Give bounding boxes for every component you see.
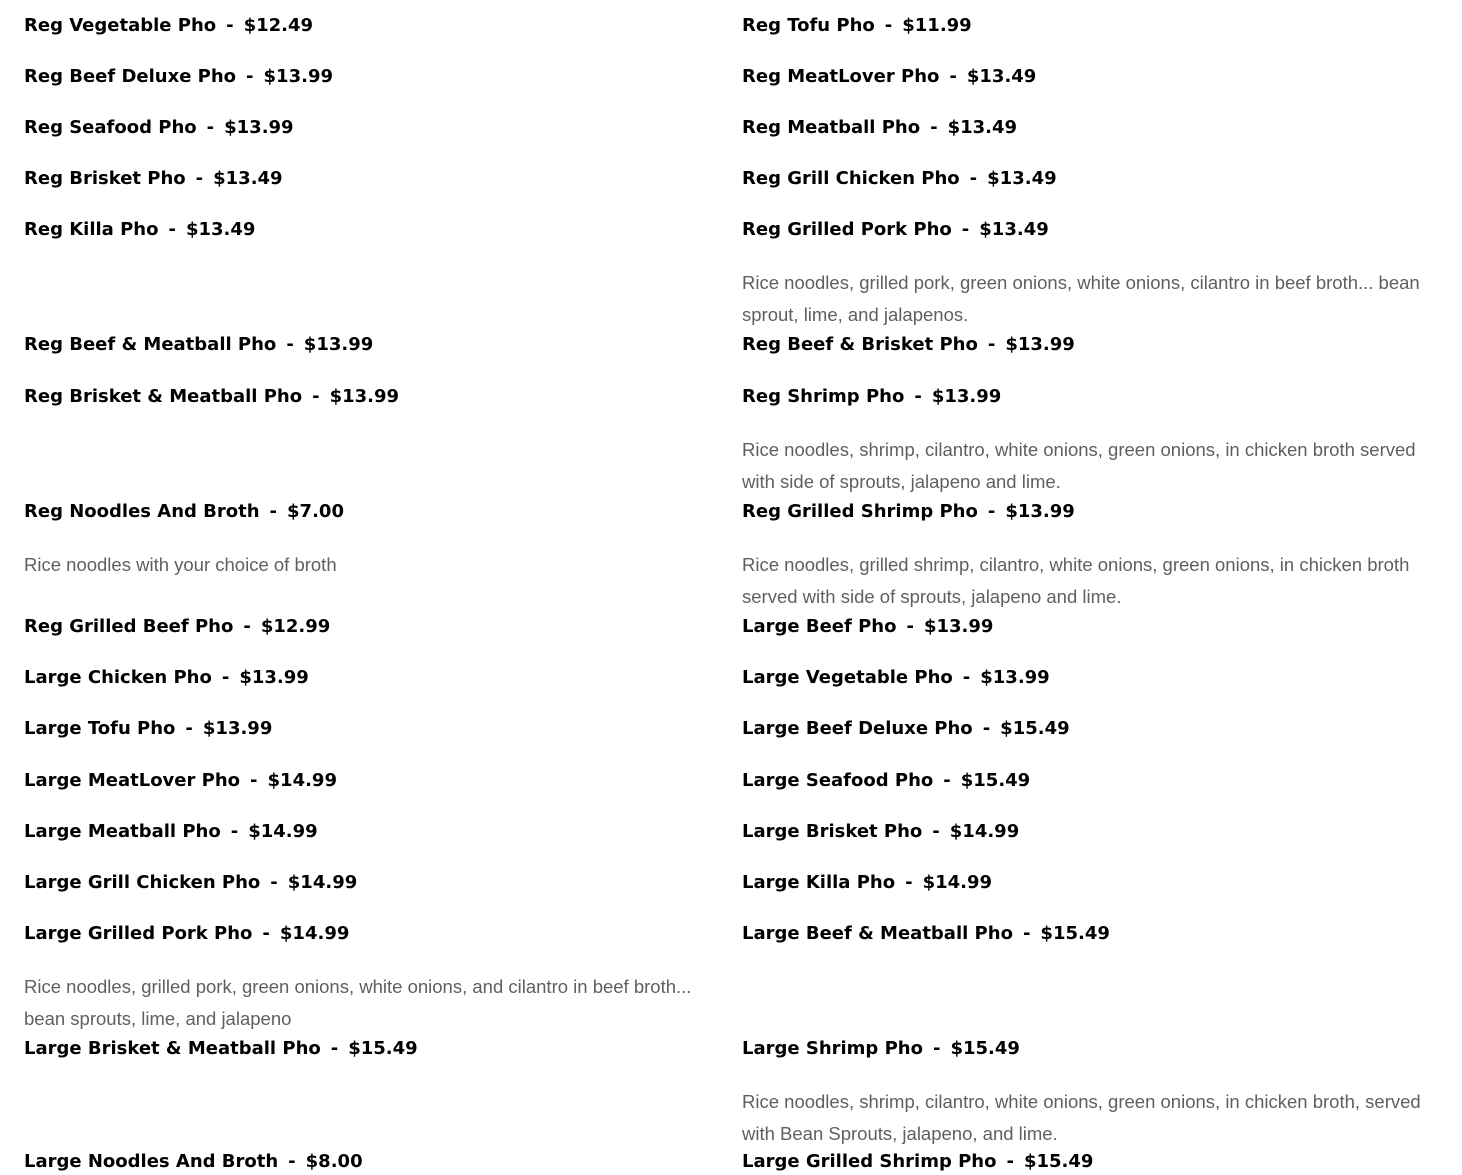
- menu-item-large-grilled-shrimp-pho[interactable]: [742, 1149, 1432, 1175]
- item-description: Rice noodles, grilled shrimp, cilantro, white onions, green onions, in chicken broth served with side of sprouts, jalapeno and lime.: [742, 554, 1410, 607]
- item-name: Large Tofu Pho: [24, 718, 176, 739]
- menu-item-reg-tofu-pho[interactable]: [742, 13, 1432, 39]
- item-price: $14.99: [248, 821, 318, 842]
- item-separator: -: [312, 386, 320, 407]
- menu-item-header: [742, 665, 1432, 691]
- menu-item-large-chicken-pho[interactable]: [24, 665, 714, 691]
- item-name: Reg Grilled Pork Pho: [742, 219, 952, 240]
- item-price: $15.49: [950, 1038, 1020, 1059]
- item-price: $11.99: [902, 15, 972, 36]
- item-separator: -: [269, 501, 278, 522]
- menu-item-reg-grilled-shrimp-pho[interactable]: [742, 499, 1432, 613]
- item-price: $13.49: [966, 66, 1037, 87]
- menu-item-header: [24, 614, 714, 640]
- item-name: Reg MeatLover Pho: [742, 66, 940, 87]
- item-name: Large Killa Pho: [742, 872, 896, 893]
- menu-item-header: [742, 13, 1432, 39]
- item-name: Reg Meatball Pho: [742, 117, 921, 138]
- item-description: Rice noodles, grilled pork, green onions, white onions, and cilantro in beef broth... bean sprouts, lime, and jalapeno: [24, 976, 692, 1029]
- menu-item-large-brisket-and-meatball-pho[interactable]: [24, 1036, 714, 1062]
- menu-item-header: [24, 1036, 714, 1062]
- item-price: $13.99: [303, 334, 374, 355]
- item-name: Large Chicken Pho: [24, 667, 212, 688]
- item-price: $15.49: [348, 1038, 418, 1059]
- item-name: Large Grilled Shrimp Pho: [742, 1151, 997, 1172]
- menu-item-large-beef-deluxe-pho[interactable]: [742, 716, 1432, 742]
- item-price: $15.49: [1000, 718, 1070, 739]
- item-separator: -: [226, 15, 234, 36]
- item-name: Reg Beef & Meatball Pho: [24, 334, 277, 355]
- menu-item-reg-beef-deluxe-pho[interactable]: [24, 64, 714, 90]
- item-name: Large Meatball Pho: [24, 821, 221, 842]
- menu-item-header: [24, 115, 714, 141]
- menu-item-reg-brisket-pho[interactable]: [24, 166, 714, 192]
- item-name: Reg Brisket & Meatball Pho: [24, 386, 303, 407]
- item-name: Reg Noodles And Broth: [24, 501, 260, 522]
- menu-item-large-beef-and-meatball-pho[interactable]: [742, 921, 1432, 947]
- menu-item-reg-grill-chicken-pho[interactable]: [742, 166, 1432, 192]
- item-price: $13.99: [224, 117, 294, 138]
- item-separator: -: [262, 923, 270, 944]
- item-name: Reg Beef Deluxe Pho: [24, 66, 237, 87]
- item-separator: -: [969, 168, 978, 189]
- item-name: Large Grilled Pork Pho: [24, 923, 253, 944]
- menu-item-large-noodles-and-broth[interactable]: [24, 1149, 714, 1175]
- item-name: Reg Brisket Pho: [24, 168, 186, 189]
- menu-item-reg-beef-and-brisket-pho[interactable]: [742, 332, 1432, 358]
- item-name: Large Noodles And Broth: [24, 1151, 279, 1172]
- menu-item-header: [24, 166, 714, 192]
- item-description: Rice noodles, shrimp, cilantro, white onions, green onions, in chicken broth served with side of sprouts, jalapeno and lime.: [742, 439, 1416, 492]
- item-price: $13.99: [980, 667, 1050, 688]
- item-price: $14.99: [922, 872, 993, 893]
- item-description: Rice noodles with your choice of broth: [24, 554, 337, 575]
- item-price: $14.99: [279, 923, 350, 944]
- item-separator: -: [270, 872, 278, 893]
- menu-item-header: [24, 870, 714, 896]
- menu-item-header: [24, 332, 714, 358]
- menu-item-reg-brisket-and-meatball-pho[interactable]: [24, 384, 714, 410]
- item-separator: -: [932, 821, 940, 842]
- menu-item-header: [742, 614, 1432, 640]
- item-name: Reg Grilled Beef Pho: [24, 616, 234, 637]
- item-price: $13.99: [239, 667, 309, 688]
- menu-item-reg-grilled-beef-pho[interactable]: [24, 614, 714, 640]
- item-separator: -: [987, 334, 996, 355]
- item-price: $12.99: [260, 616, 331, 637]
- item-price: $14.99: [267, 770, 337, 791]
- menu-item-header: [742, 115, 1432, 141]
- menu-item-reg-vegetable-pho[interactable]: [24, 13, 714, 39]
- item-price: $13.99: [329, 386, 400, 407]
- menu-item-reg-meatball-pho[interactable]: [742, 115, 1432, 141]
- item-separator: -: [987, 501, 996, 522]
- item-price: $15.49: [960, 770, 1031, 791]
- item-price: $13.99: [1005, 334, 1075, 355]
- menu-item-header: [742, 716, 1432, 742]
- menu-item-large-killa-pho[interactable]: [742, 870, 1432, 896]
- item-description: Rice noodles, grilled pork, green onions, white onions, cilantro in beef broth... bean sprout, lime, and jalapenos.: [742, 272, 1420, 325]
- item-separator: -: [906, 616, 914, 637]
- item-separator: -: [962, 667, 971, 688]
- item-price: $13.99: [202, 718, 273, 739]
- menu-item-header: [742, 768, 1432, 794]
- menu-item-header: [24, 217, 714, 243]
- item-price: $8.00: [305, 1151, 363, 1172]
- item-name: Large Beef & Meatball Pho: [742, 923, 1013, 944]
- item-price: $13.49: [987, 168, 1057, 189]
- item-separator: -: [914, 386, 922, 407]
- menu-item-header: [24, 13, 714, 39]
- item-name: Reg Grilled Shrimp Pho: [742, 501, 978, 522]
- menu-item-header: [24, 384, 714, 410]
- item-separator: -: [206, 117, 215, 138]
- menu-item-reg-meatlover-pho[interactable]: [742, 64, 1432, 90]
- menu-item-header: [24, 768, 714, 794]
- item-separator: -: [1006, 1151, 1014, 1172]
- item-name: Reg Beef & Brisket Pho: [742, 334, 978, 355]
- menu-item-header: [24, 921, 714, 947]
- menu-item-large-meatlover-pho[interactable]: [24, 768, 714, 794]
- menu-item-header: [24, 64, 714, 90]
- item-price: $15.49: [1040, 923, 1110, 944]
- item-name: Large Shrimp Pho: [742, 1038, 923, 1059]
- item-separator: -: [286, 334, 294, 355]
- item-separator: -: [961, 219, 970, 240]
- menu-item-large-beef-pho[interactable]: [742, 614, 1432, 640]
- menu-item-header: [24, 1149, 714, 1175]
- item-separator: -: [884, 15, 893, 36]
- menu-item-large-tofu-pho[interactable]: [24, 716, 714, 742]
- item-price: $13.99: [931, 386, 1002, 407]
- menu-item-header: [742, 921, 1432, 947]
- item-price: $13.99: [923, 616, 994, 637]
- item-separator: -: [905, 872, 913, 893]
- item-name: Reg Tofu Pho: [742, 15, 875, 36]
- item-name: Large Brisket & Meatball Pho: [24, 1038, 321, 1059]
- menu-item-header: [742, 217, 1432, 243]
- item-separator: -: [930, 117, 938, 138]
- item-price: $13.49: [947, 117, 1018, 138]
- item-separator: -: [195, 168, 204, 189]
- menu-item-header: [742, 1149, 1432, 1175]
- menu-item-large-shrimp-pho[interactable]: [742, 1036, 1432, 1150]
- item-name: Large Beef Pho: [742, 616, 897, 637]
- item-name: Reg Grill Chicken Pho: [742, 168, 960, 189]
- item-name: Reg Killa Pho: [24, 219, 159, 240]
- item-separator: -: [932, 1038, 941, 1059]
- menu-item-large-seafood-pho[interactable]: [742, 768, 1432, 794]
- item-separator: -: [168, 219, 176, 240]
- menu-item-header: [742, 166, 1432, 192]
- menu-item-header: [742, 384, 1432, 410]
- item-price: $14.99: [287, 872, 358, 893]
- item-price: $13.99: [263, 66, 333, 87]
- menu-item-large-grilled-pork-pho[interactable]: [24, 921, 714, 1035]
- item-separator: -: [288, 1151, 296, 1172]
- menu-item-reg-beef-and-meatball-pho[interactable]: [24, 332, 714, 358]
- menu-item-header: [742, 64, 1432, 90]
- item-name: Reg Seafood Pho: [24, 117, 197, 138]
- item-name: Large Seafood Pho: [742, 770, 934, 791]
- menu-item-header: [24, 819, 714, 845]
- item-price: $12.49: [243, 15, 314, 36]
- item-separator: -: [330, 1038, 339, 1059]
- item-name: Large Beef Deluxe Pho: [742, 718, 973, 739]
- item-separator: -: [1022, 923, 1031, 944]
- menu-item-reg-seafood-pho[interactable]: [24, 115, 714, 141]
- item-name: Reg Shrimp Pho: [742, 386, 905, 407]
- menu-item-header: [24, 665, 714, 691]
- menu-item-reg-grilled-pork-pho[interactable]: [742, 217, 1432, 331]
- item-price: $13.49: [979, 219, 1049, 240]
- menu-item-large-meatball-pho[interactable]: [24, 819, 714, 845]
- item-price: $15.49: [1023, 1151, 1094, 1172]
- item-price: $13.49: [213, 168, 283, 189]
- item-separator: -: [250, 770, 258, 791]
- item-separator: -: [185, 718, 193, 739]
- menu-item-header: [742, 819, 1432, 845]
- menu-item-header: [24, 499, 714, 525]
- item-price: $14.99: [949, 821, 1020, 842]
- menu-item-header: [742, 1036, 1432, 1062]
- item-separator: -: [246, 66, 254, 87]
- item-separator: -: [982, 718, 991, 739]
- item-separator: -: [949, 66, 957, 87]
- menu-item-large-grill-chicken-pho[interactable]: [24, 870, 714, 896]
- menu-item-reg-shrimp-pho[interactable]: [742, 384, 1432, 498]
- item-description: Rice noodles, shrimp, cilantro, white onions, green onions, in chicken broth, served with Bean Sprouts, jalapeno, and lime.: [742, 1091, 1421, 1144]
- menu-item-header: [24, 716, 714, 742]
- item-price: $13.99: [1005, 501, 1075, 522]
- menu-item-header: [742, 499, 1432, 525]
- item-name: Large Vegetable Pho: [742, 667, 953, 688]
- menu-item-reg-killa-pho[interactable]: [24, 217, 714, 243]
- item-name: Large Brisket Pho: [742, 821, 923, 842]
- menu-item-reg-noodles-and-broth[interactable]: [24, 499, 714, 581]
- item-name: Large Grill Chicken Pho: [24, 872, 261, 893]
- item-separator: -: [243, 616, 251, 637]
- item-separator: -: [943, 770, 951, 791]
- menu-item-header: [742, 870, 1432, 896]
- item-separator: -: [230, 821, 239, 842]
- item-name: Large MeatLover Pho: [24, 770, 241, 791]
- item-separator: -: [221, 667, 230, 688]
- menu-item-large-brisket-pho[interactable]: [742, 819, 1432, 845]
- item-price: $13.49: [185, 219, 256, 240]
- item-name: Reg Vegetable Pho: [24, 15, 217, 36]
- menu-item-header: [742, 332, 1432, 358]
- item-price: $7.00: [287, 501, 344, 522]
- menu-item-large-vegetable-pho[interactable]: [742, 665, 1432, 691]
